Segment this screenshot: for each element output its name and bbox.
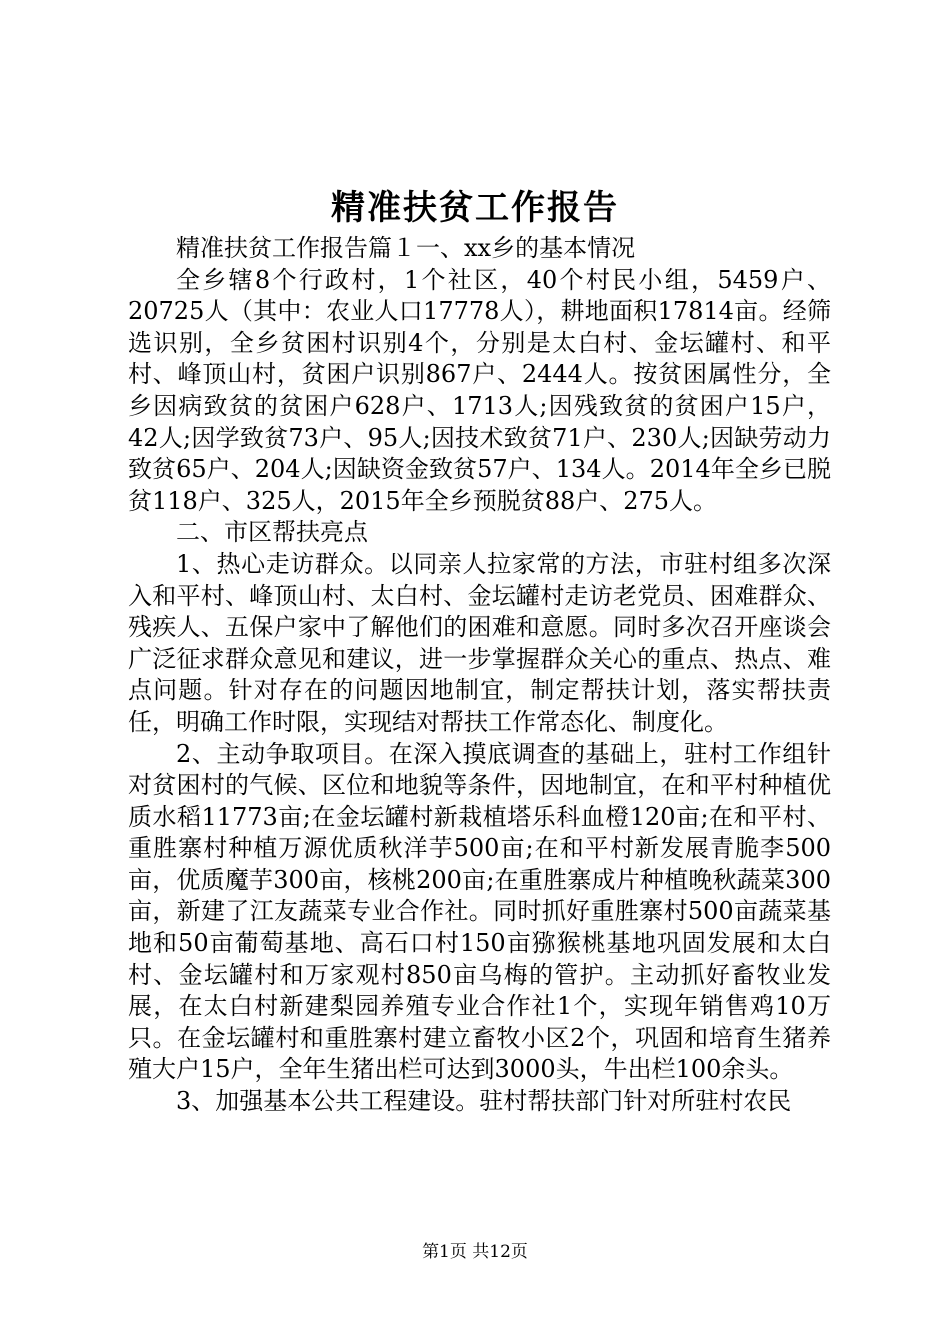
paragraph-infrastructure: 3、加强基本公共工程建设。驻村帮扶部门针对所驻村农民 xyxy=(176,1087,792,1116)
paragraph-projects: 2、主动争取项目。在深入摸底调查的基础上，驻村工作组针对贫困村的气候、区位和地貌等条件，因地制宜，在和平村种植优质水稻11773亩;在金坛罐村新栽植塔乐科血橙120亩;在和平村、重胜寨村种植万源优质秋洋芋500亩;在和平村新发展青脆李500亩，优质魔芋300亩，核桃200亩;在重胜寨成片种植晚秋蔬菜300亩，新建了江友蔬菜专业合作社。同时抓好重胜寨村500亩蔬菜基地和50亩葡萄基地、高石口村150亩猕猴桃基地巩固发展和太白村、金坛罐村和万家观村850亩乌梅的管护。主动抓好畜牧业发展，在太白村新建梨园养殖专业合作社1个，实现年销售鸡10万只。在金坛罐村和重胜寨村建立畜牧小区2个，巩固和培育生猪养殖大户15户，全年生猪出栏可达到3000头，牛出栏100余头。 xyxy=(128,739,831,1084)
document-title: 精准扶贫工作报告 xyxy=(331,188,619,228)
paragraph-basic-info: 全乡辖8个行政村，1个社区，40个村民小组，5459户、20725人（其中：农业人口17778人），耕地面积17814亩。经筛选识别，全乡贫困村识别4个，分别是太白村、金坛罐村、和平村、峰顶山村，贫困户识别867户、2444人。按贫困属性分，全乡因病致贫的贫困户628户、1713人;因残致贫的贫困户15户，42人;因学致贫73户、95人;因技术致贫71户、230人;因缺劳动力致贫65户、204人;因缺资金致贫57户、134人。2014年全乡已脱贫118户、325人，2015年全乡预脱贫88户、275人。 xyxy=(128,265,831,515)
page-footer: 第1页 共12页 xyxy=(422,1242,528,1262)
section-heading-basic-info: 精准扶贫工作报告篇１一、xx乡的基本情况 xyxy=(176,234,636,262)
section-heading-highlights: 二、市区帮扶亮点 xyxy=(176,518,368,547)
paragraph-visits: 1、热心走访群众。以同亲人拉家常的方法，市驻村组多次深入和平村、峰顶山村、太白村、金坛罐村走访老党员、困难群众、残疾人、五保户家中了解他们的困难和意愿。同时多次召开座谈会广泛征求群众意见和建议，进一步掌握群众关心的重点、热点、难点问题。针对存在的问题因地制宜，制定帮扶计划，落实帮扶责任，明确工作时限，实现结对帮扶工作常态化、制度化。 xyxy=(128,549,831,736)
document-body xyxy=(128,233,831,1118)
